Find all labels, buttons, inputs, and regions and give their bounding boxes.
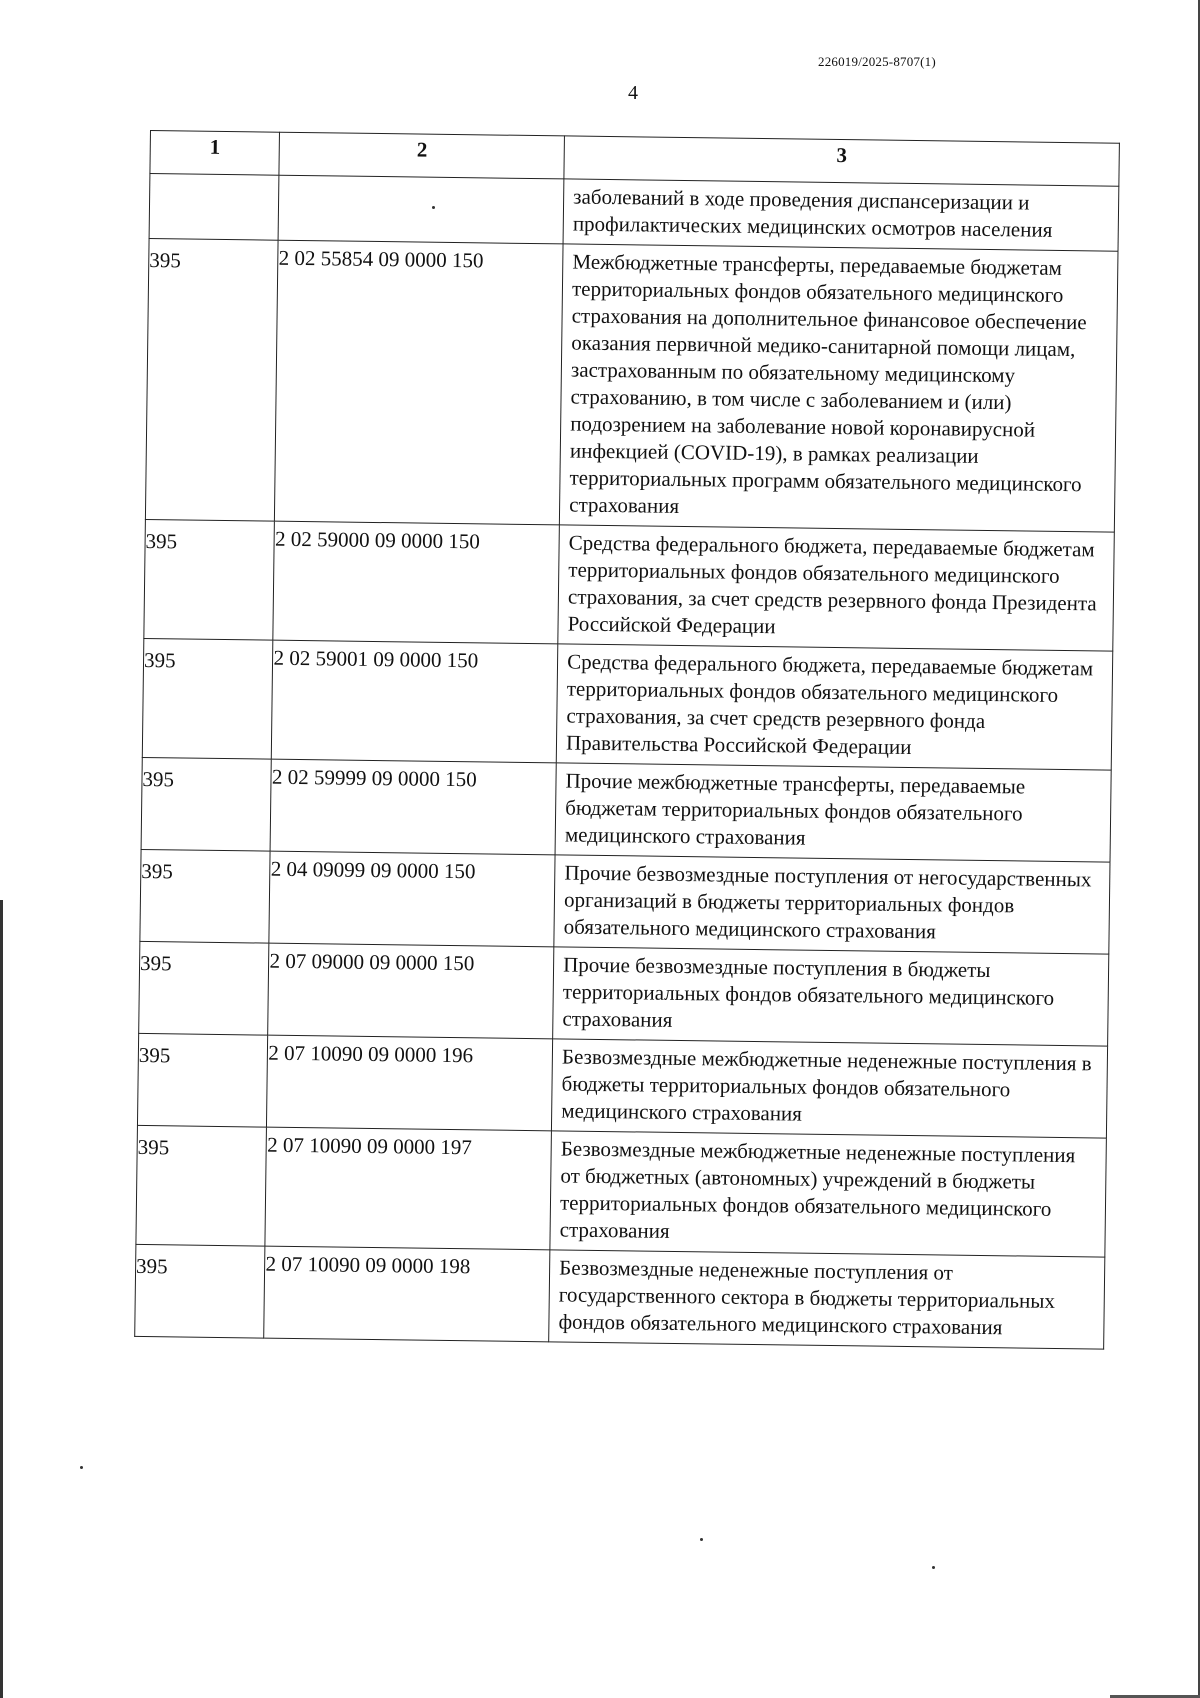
description-cell: Прочие безвозмездные поступления в бюджеты территориальных фондов обязательного медицинского страхования — [553, 947, 1109, 1046]
column-header-2: 2 — [279, 132, 564, 179]
scan-speck — [932, 1566, 935, 1569]
admin-code-cell: 395 — [136, 1125, 267, 1246]
kbk-code-cell: 2 02 55854 09 0000 150 — [275, 240, 563, 525]
description-cell: Межбюджетные трансферты, передаваемые бюджетам территориальных фондов обязательного медицинского страхования на дополнительное финансовое обеспечение оказания первичной медико-санитарной помощи лицам, застрахованным по обязательному медицинскому страхованию, в том числе с заболеванием и (или) подозрением на заболевание новой коронавирусной инфекцией (COVID-19), в рамках реализации территориальных программ обязательного медицинского страхования — [559, 244, 1118, 532]
kbk-code-cell: 2 02 59999 09 0000 150 — [271, 759, 557, 855]
scan-speck — [80, 1466, 83, 1469]
description-cell: Прочие межбюджетные трансферты, передаваемые бюджетам территориальных фондов обязательного медицинского страхования — [555, 763, 1111, 862]
description-cell: Безвозмездные неденежные поступления от государственного сектора в бюджеты территориальных фондов обязательного медицинского страхования — [549, 1250, 1105, 1349]
kbk-code-cell — [279, 175, 564, 244]
kbk-code-cell: 2 04 09099 09 0000 150 — [269, 851, 555, 947]
table-row — [145, 238, 1118, 532]
table-row — [137, 1033, 1107, 1138]
description-cell: Прочие безвозмездные поступления от негосударственных организаций в бюджеты территориальных фондов обязательного медицинского страхования — [554, 855, 1110, 954]
kbk-code-cell: 2 07 10090 09 0000 196 — [267, 1035, 553, 1131]
admin-code-cell: 395 — [145, 238, 278, 521]
kbk-code-cell: 2 07 10090 09 0000 197 — [265, 1127, 551, 1250]
admin-code-cell: 395 — [135, 1244, 266, 1338]
admin-code-cell: 395 — [141, 757, 272, 851]
table-row — [144, 519, 1114, 651]
kbk-code-cell: 2 07 10090 09 0000 198 — [264, 1246, 550, 1342]
description-cell: Безвозмездные межбюджетные неденежные поступления в бюджеты территориальных фондов обязательного медицинского страхования — [552, 1039, 1108, 1138]
admin-code-cell: 395 — [142, 638, 273, 759]
kbk-code-cell: 2 02 59000 09 0000 150 — [273, 521, 559, 644]
admin-code-cell: 395 — [144, 519, 275, 640]
table-row — [135, 1244, 1105, 1349]
admin-code-cell: 395 — [137, 1033, 268, 1127]
description-cell: Безвозмездные межбюджетные неденежные поступления от бюджетных (автономных) учреждений в бюджеты территориальных фондов обязательного медицинского страхования — [550, 1131, 1106, 1257]
description-cell: Средства федерального бюджета, передаваемые бюджетам территориальных фондов обязательного медицинского страхования, за счет средств резервного фонда Президента Российской Федерации — [558, 525, 1114, 651]
description-cell: заболеваний в ходе проведения диспансеризации и профилактических медицинских осмотров населения — [563, 179, 1119, 251]
kbk-code-cell: 2 07 09000 09 0000 150 — [268, 943, 554, 1039]
admin-code-cell: 395 — [139, 941, 270, 1035]
table-row — [140, 849, 1110, 954]
table-row — [139, 941, 1109, 1046]
table-row — [142, 638, 1112, 770]
column-header-3: 3 — [564, 136, 1119, 186]
revenue-codes-table — [134, 130, 1120, 1350]
admin-code-cell: 395 — [140, 849, 271, 943]
scan-speck — [700, 1538, 703, 1541]
table-row — [141, 757, 1111, 862]
scan-speck — [432, 206, 435, 209]
description-cell: Средства федерального бюджета, передаваемые бюджетам территориальных фондов обязательного медицинского страхования, за счет средств резервного фонда Правительства Российской Федерации — [556, 644, 1112, 770]
document-id: 226019/2025-8707(1) — [818, 54, 936, 69]
admin-code-cell — [149, 174, 279, 241]
page-number: 4 — [628, 82, 638, 104]
scan-edge-left — [0, 900, 3, 1698]
kbk-code-cell: 2 02 59001 09 0000 150 — [272, 640, 558, 763]
column-header-1: 1 — [150, 131, 280, 176]
table-row — [136, 1125, 1106, 1257]
